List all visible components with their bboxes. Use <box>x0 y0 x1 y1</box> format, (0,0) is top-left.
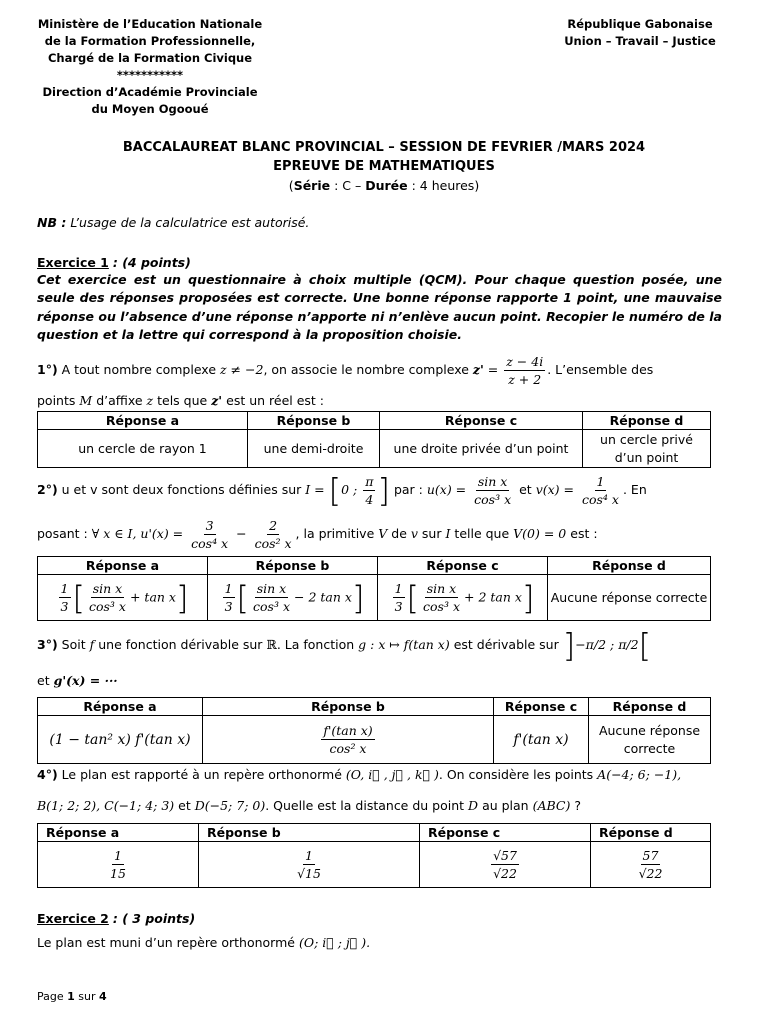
q2-frac-num: sin x <box>477 474 508 489</box>
col-header: Réponse a <box>38 824 199 842</box>
q2-text: et <box>519 482 532 497</box>
question-2-answers-table <box>37 556 711 621</box>
nb-note <box>37 214 737 233</box>
q2-minus: − <box>236 526 247 541</box>
nb-label: NB : <box>37 215 67 230</box>
frac-den: cos³ x <box>253 599 290 614</box>
duree-label: Durée <box>365 178 408 193</box>
q1-point-M: M <box>79 393 93 408</box>
exercise-1-title: Exercice 1 <box>37 255 109 270</box>
frac-den: √22 <box>493 866 517 881</box>
q2-v-fraction <box>580 473 621 508</box>
table-row <box>38 430 711 468</box>
q2-text: sur <box>421 526 442 541</box>
q2-set-I: I = <box>305 482 325 497</box>
ex2-frame: (O; i⃗ ; j⃗ ). <box>298 935 371 950</box>
q2-V: V <box>378 526 388 541</box>
q2-derivative: ∀ x ∈ I, u'(x) = <box>91 526 184 541</box>
question-1-line-2 <box>37 392 737 411</box>
q1-text: d’affixe <box>96 393 143 408</box>
q1-text: est un réel est : <box>226 393 325 408</box>
answer-term: + 2 tan x <box>464 589 522 604</box>
header-right-line: République Gabonaise <box>567 17 713 31</box>
frac-num: f'(tan x) <box>323 723 373 738</box>
q4-frame: (O, i⃗ , j⃗ , k⃗ ) <box>345 767 439 782</box>
q2-text: . En <box>622 482 647 497</box>
q1-zprime: z' <box>472 362 484 377</box>
frac-den: cos² x <box>329 741 367 756</box>
header-left-line: Direction d’Académie Provinciale <box>42 85 258 99</box>
bracket-right: ] <box>521 578 535 617</box>
header-left-line: de la Formation Professionnelle, <box>44 34 256 48</box>
bracket-right: ] <box>351 578 365 617</box>
exercise-2-points: : ( 3 points) <box>112 911 196 926</box>
col-header: Réponse d <box>548 557 711 575</box>
frac-num: 1 <box>394 581 403 596</box>
q2-frac-den: cos³ x <box>474 492 512 507</box>
serie-value: : C – <box>334 178 362 193</box>
frac-den: √22 <box>638 866 663 881</box>
sin-over-cos3 <box>421 580 462 615</box>
q4-point-A: A(−4; 6; −1), <box>597 767 682 782</box>
col-header: Réponse c <box>420 824 591 842</box>
page-total: 4 <box>99 990 107 1003</box>
bracket-left: [ <box>406 578 420 617</box>
q1-text: . L’ensemble des <box>547 362 654 377</box>
q4-text: ? <box>574 798 581 813</box>
col-header: Réponse b <box>208 557 378 575</box>
q4-c-fraction <box>491 847 519 882</box>
q2-frac-a <box>189 517 230 552</box>
frac-num: 1 <box>305 848 313 863</box>
frac-den: 3 <box>224 599 233 614</box>
answer-cell: f'(tan x) <box>494 716 589 764</box>
bracket-left: [ <box>638 626 652 665</box>
frac-num: sin x <box>426 581 457 596</box>
answer-cell: un cercle de rayon 1 <box>38 430 248 468</box>
answer-cell <box>38 575 208 621</box>
q1-frac-num: z − 4i <box>506 354 544 369</box>
q4-a-fraction <box>108 847 128 882</box>
q4-point-D: D(−5; 7; 0) <box>194 798 266 813</box>
table-header-row <box>38 824 711 842</box>
question-3-number: 3°) <box>37 637 58 652</box>
bracket-right: ] <box>377 471 390 510</box>
answer-cell <box>199 842 420 888</box>
col-header: Réponse d <box>589 698 711 716</box>
answer-cell: une demi-droite <box>248 430 380 468</box>
q3-text: et <box>37 673 50 688</box>
q2-frac-b <box>253 517 294 552</box>
q2-text: u et v sont deux fonctions définies sur <box>61 482 302 497</box>
col-header: Réponse b <box>203 698 494 716</box>
q4-point-B: B(1; 2; 2), <box>37 798 101 813</box>
ex2-text: Le plan est muni d’un repère orthonormé <box>37 935 295 950</box>
nb-text: L’usage de la calculatrice est autorisé. <box>70 215 310 230</box>
q2-text: de <box>391 526 407 541</box>
q3-f: f <box>89 637 95 652</box>
q2-condition: V(0) = 0 <box>513 526 567 541</box>
q1-text: tels que <box>157 393 208 408</box>
question-2-number: 2°) <box>37 482 58 497</box>
exercise-2-text <box>37 934 737 953</box>
q2-text: telle que <box>454 526 510 541</box>
question-1-number: 1°) <box>37 362 58 377</box>
serie-label: Série <box>293 178 331 193</box>
sin-over-cos3 <box>251 580 292 615</box>
q3-reals: ℝ <box>266 637 277 652</box>
duree-value: : 4 heures) <box>411 178 480 193</box>
q4-text: . Quelle est la distance du point <box>265 798 465 813</box>
q4-text: au plan <box>482 798 529 813</box>
frac-num: 57 <box>642 848 659 863</box>
frac-num: 1 <box>114 848 122 863</box>
q3-function-g: g : x ↦ f(tan x) <box>358 637 450 652</box>
answer-cell: une droite privée d’un point <box>380 430 583 468</box>
q3-text: une fonction dérivable sur <box>98 637 263 652</box>
bracket-right: ] <box>175 578 189 617</box>
question-3-line-2 <box>37 672 737 691</box>
q1-z: z <box>146 393 154 408</box>
col-header: Réponse c <box>494 698 589 716</box>
q4-text: . On considère les points <box>438 767 594 782</box>
frac-num: sin x <box>256 581 287 596</box>
footer-text: sur <box>78 990 96 1003</box>
q4-text: Le plan est rapporté à un repère orthonormé <box>61 767 342 782</box>
col-header: Réponse c <box>378 557 548 575</box>
frac-den: cos³ x <box>88 599 126 614</box>
table-row <box>38 575 711 621</box>
frac-num: 1 <box>60 581 69 596</box>
q2-pi-over-4 <box>363 473 375 508</box>
frac-den: 3 <box>394 599 403 614</box>
bracket-right: ] <box>562 626 576 665</box>
header-left-line: du Moyen Ogooué <box>91 102 209 116</box>
frac-num: sin x <box>92 581 123 596</box>
col-header: Réponse b <box>199 824 420 842</box>
frac-den: cos³ x <box>423 599 460 614</box>
header-left <box>25 16 275 118</box>
q2-frac-den: cos⁴ x <box>191 536 229 551</box>
q2-frac-den: 4 <box>365 492 374 507</box>
one-third <box>59 580 71 615</box>
frac-den: 3 <box>60 599 69 614</box>
question-4-line-2 <box>37 797 737 816</box>
q4-d-fraction <box>637 847 665 882</box>
answer-term: − 2 tan x <box>294 589 352 604</box>
header-left-line: Chargé de la Formation Civique <box>47 51 253 65</box>
q2-interval: 0 ; <box>341 482 358 497</box>
exam-subject: EPREUVE DE MATHEMATIQUES <box>273 159 495 174</box>
q2-text: par : <box>393 482 423 497</box>
q1-fraction <box>504 353 545 388</box>
page-footer <box>37 990 107 1003</box>
header-right-line: Union – Travail – Justice <box>564 34 716 48</box>
q4-point-C: C(−1; 4; 3) <box>104 798 175 813</box>
col-header: Réponse d <box>591 824 711 842</box>
q3-derivative: g'(x) = ··· <box>53 673 118 688</box>
table-row <box>38 842 711 888</box>
q1-text: points <box>37 393 76 408</box>
header-left-line: *********** <box>116 68 184 82</box>
q4-D: D <box>468 798 479 813</box>
answer-cell <box>38 842 199 888</box>
table-header-row <box>38 698 711 716</box>
question-4-line-1 <box>37 766 757 785</box>
q2-frac-num: 2 <box>269 518 278 533</box>
q3-text: . La fonction <box>276 637 355 652</box>
question-4-number: 4°) <box>37 767 58 782</box>
q2-frac-num: 1 <box>596 474 605 489</box>
answer-cell <box>208 575 378 621</box>
question-3-answers-table <box>37 697 711 764</box>
question-2-line-1 <box>37 470 737 511</box>
col-header: Réponse a <box>38 698 203 716</box>
q2-I: I <box>445 526 451 541</box>
answer-term: + tan x <box>129 589 176 604</box>
table-header-row <box>38 412 711 430</box>
table-row <box>38 716 711 764</box>
q4-plane: (ABC) <box>532 798 571 813</box>
page-number: 1 <box>67 990 75 1003</box>
q3-interval: −π/2 ; π/2 <box>575 637 639 652</box>
q3-b-fraction <box>321 722 374 757</box>
exam-title: BACCALAUREAT BLANC PROVINCIAL – SESSION DE FEVRIER /MARS 2024 <box>122 140 646 155</box>
q1-text: , on associe le nombre complexe <box>263 362 469 377</box>
header-right <box>540 16 740 50</box>
sin-over-cos3 <box>87 580 128 615</box>
question-1-line-1: 1°) A tout nombre complexe z ≠ −2, on associe le nombre complexe z' = $\frac{z - 4i}{z + 2}$ . L’ensemble des <box>37 354 654 387</box>
frac-num: 1 <box>224 581 233 596</box>
q1-frac-den: z + 2 <box>508 372 542 387</box>
q2-text: posant : <box>37 526 88 541</box>
exercise-1-points: : (4 points) <box>112 255 191 270</box>
q2-text: est : <box>570 526 598 541</box>
q2-u-fraction <box>472 473 513 508</box>
q2-frac-den: cos⁴ x <box>581 492 619 507</box>
answer-cell: (1 − tan² x) f'(tan x) <box>38 716 203 764</box>
answer-cell <box>420 842 591 888</box>
question-2-line-2 <box>37 514 737 554</box>
frac-num: √57 <box>493 848 517 863</box>
q2-u: u(x) = <box>426 482 467 497</box>
q1-condition: z ≠ −2 <box>220 362 264 377</box>
answer-cell <box>591 842 711 888</box>
exercise-1-intro: Cet exercice est un questionnaire à choix multiple (QCM). Pour chaque question posée, une seule des réponses proposées est correcte. Une bonne réponse rapporte 1 point, une mauvaise réponse ou l’absence d’une réponse n’apporte ni n’enlève aucun point. Recopier le numéro de la question et la lettre qui correspond à la proposition choisie. <box>37 272 722 343</box>
exercise-1-heading <box>37 254 737 273</box>
bracket-left: [ <box>236 578 250 617</box>
q4-text: et <box>178 798 191 813</box>
exercise-2-heading <box>37 910 737 929</box>
question-4-answers-table <box>37 823 711 888</box>
answer-cell: Aucune réponse correcte <box>589 716 711 764</box>
col-header: Réponse d <box>583 412 711 430</box>
question-1-answers-table <box>37 411 711 468</box>
answer-cell: un cercle privé d’un point <box>583 430 711 468</box>
answer-cell <box>378 575 548 621</box>
exercise-2-title: Exercice 2 <box>37 911 109 926</box>
bracket-left: [ <box>328 471 342 510</box>
header-left-line: Ministère de l’Education Nationale <box>37 17 263 31</box>
answer-cell <box>203 716 494 764</box>
q3-text: est dérivable sur <box>453 637 559 652</box>
q1-zprime: z' <box>211 393 223 408</box>
q2-frac-num: π <box>365 474 374 489</box>
col-header: Réponse a <box>38 557 208 575</box>
col-header: Réponse c <box>380 412 583 430</box>
col-header: Réponse b <box>248 412 380 430</box>
q2-text: , la primitive <box>295 526 375 541</box>
frac-den: √15 <box>297 866 321 881</box>
answer-cell: Aucune réponse correcte <box>548 575 711 621</box>
frac-den: 15 <box>110 866 126 881</box>
q2-v: v(x) = <box>535 482 574 497</box>
col-header: Réponse a <box>38 412 248 430</box>
q1-text: A tout nombre complexe <box>61 362 217 377</box>
q3-text: Soit <box>61 637 86 652</box>
question-3-line-1 <box>37 625 737 666</box>
q4-b-fraction <box>295 847 323 882</box>
q2-frac-den: cos² x <box>254 536 292 551</box>
exam-meta: (Série : C – Durée : 4 heures) <box>288 178 480 193</box>
q2-v: v <box>410 526 418 541</box>
footer-text: Page <box>37 990 64 1003</box>
q2-frac-num: 3 <box>205 518 214 533</box>
one-third <box>223 580 235 615</box>
bracket-left: [ <box>72 578 85 617</box>
table-header-row <box>38 557 711 575</box>
one-third <box>393 580 405 615</box>
